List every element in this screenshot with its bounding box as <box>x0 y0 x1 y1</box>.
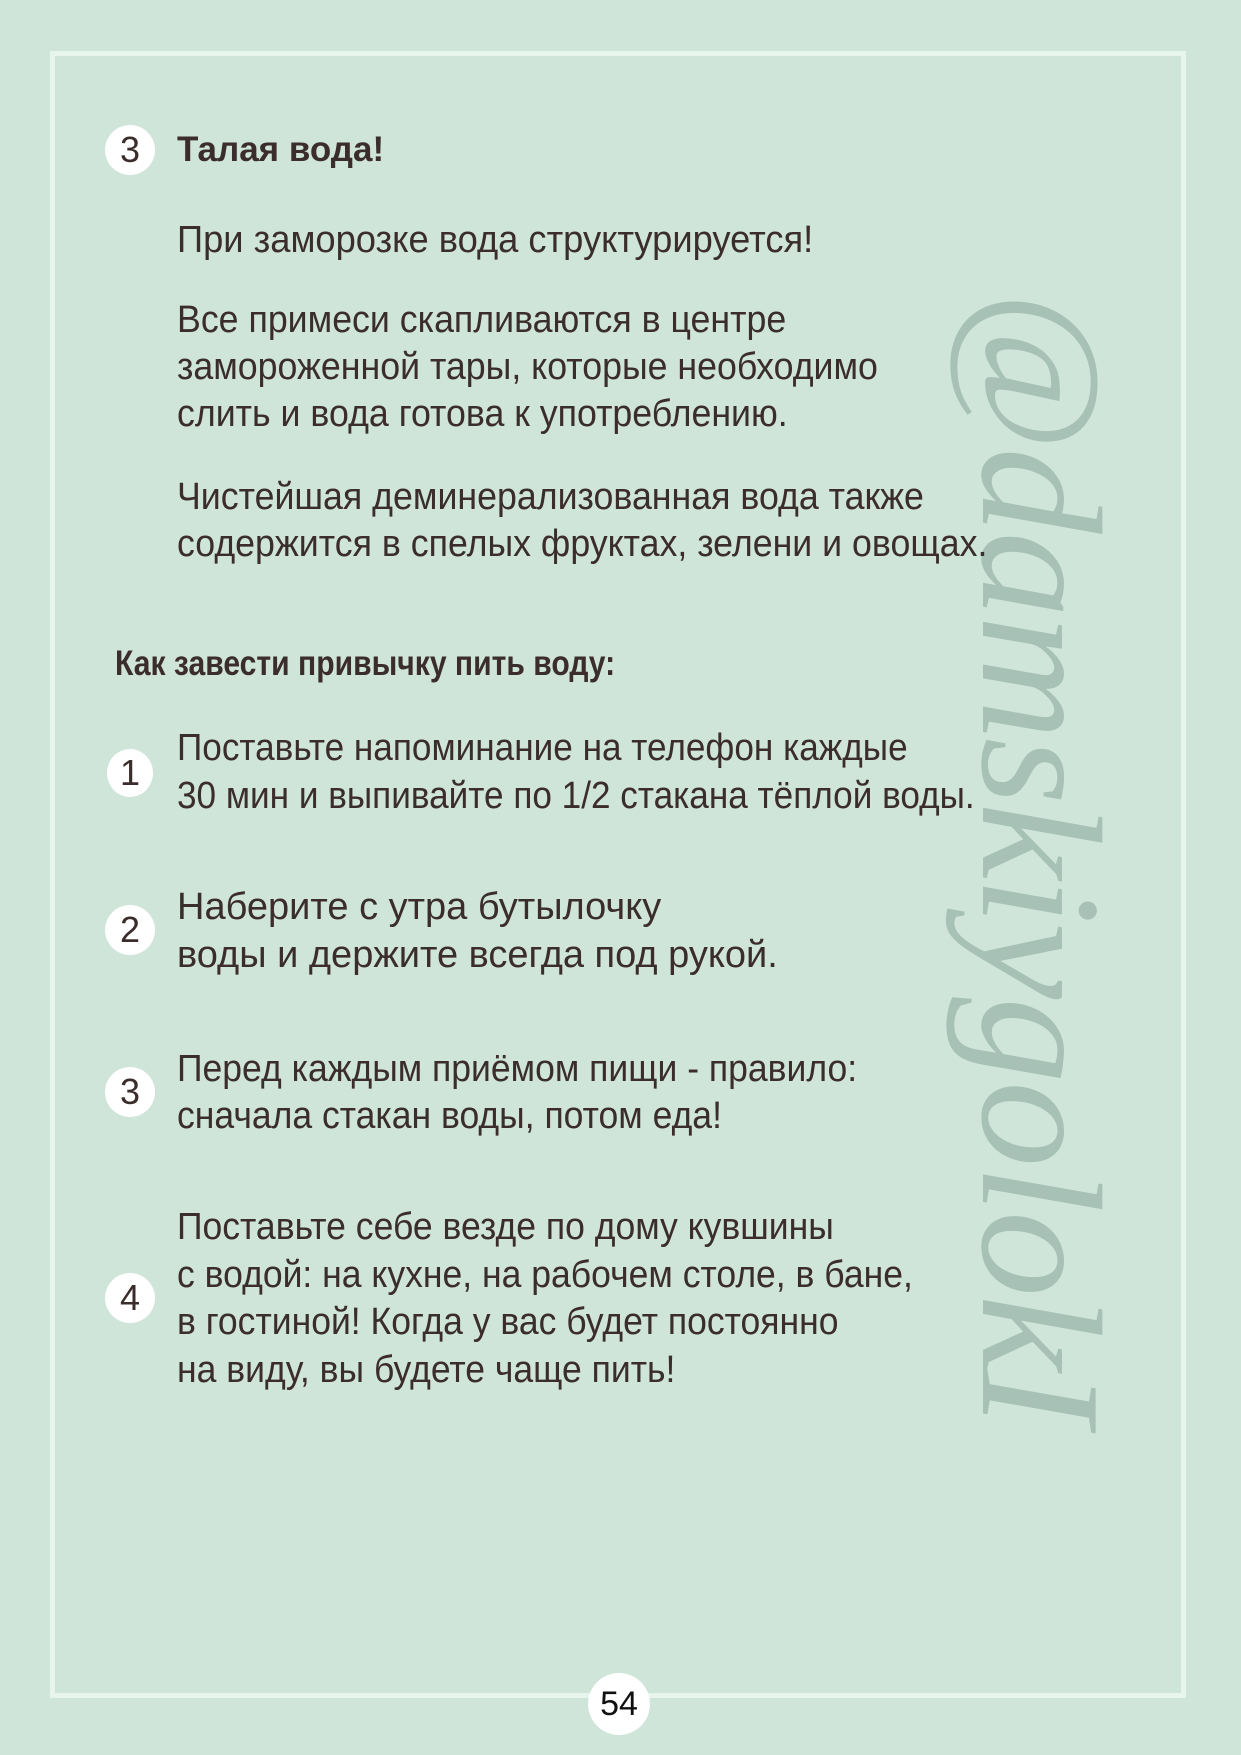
list-item-line: с водой: на кухне, на рабочем столе, в бане, <box>177 1254 913 1296</box>
list-number-badge: 3 <box>105 1067 155 1117</box>
paragraph-line: слить и вода готова к употреблению. <box>177 393 788 435</box>
paragraph-line: замороженной тары, которые необходимо <box>177 346 878 388</box>
list-item-line: в гостиной! Когда у вас будет постоянно <box>177 1301 839 1343</box>
list-number-badge: 2 <box>105 905 155 955</box>
section-number-badge: 3 <box>105 125 155 175</box>
paragraph-line: При заморозке вода структурируется! <box>177 219 814 261</box>
list-item-line: Наберите с утра бутылочку <box>177 886 662 928</box>
habits-heading: Как завести привычку пить воду: <box>115 644 616 683</box>
list-item-line: воды и держите всегда под рукой. <box>177 934 778 976</box>
list-item-line: Поставьте себе везде по дому кувшины <box>177 1206 834 1248</box>
paragraph-line: Все примеси скапливаются в центре <box>177 299 787 341</box>
list-item-line: сначала стакан воды, потом еда! <box>177 1095 722 1137</box>
list-item-line: Поставьте напоминание на телефон каждые <box>177 727 908 769</box>
list-item-line: 30 мин и выпивайте по 1/2 стакана тёплой воды. <box>177 775 975 817</box>
paragraph-line: содержится в спелых фруктах, зелени и овощах. <box>177 523 988 565</box>
section-title: Талая вода! <box>177 130 385 169</box>
list-number-badge: 1 <box>107 749 153 797</box>
page-number: 54 <box>588 1673 650 1735</box>
list-item-line: Перед каждым приёмом пищи - правило: <box>177 1048 858 1090</box>
watermark-text: @damskiygolokI <box>945 291 1135 1425</box>
list-item-line: на виду, вы будете чаще пить! <box>177 1349 676 1391</box>
paragraph-line: Чистейшая деминерализованная вода также <box>177 476 924 518</box>
list-number-badge: 4 <box>105 1273 155 1323</box>
